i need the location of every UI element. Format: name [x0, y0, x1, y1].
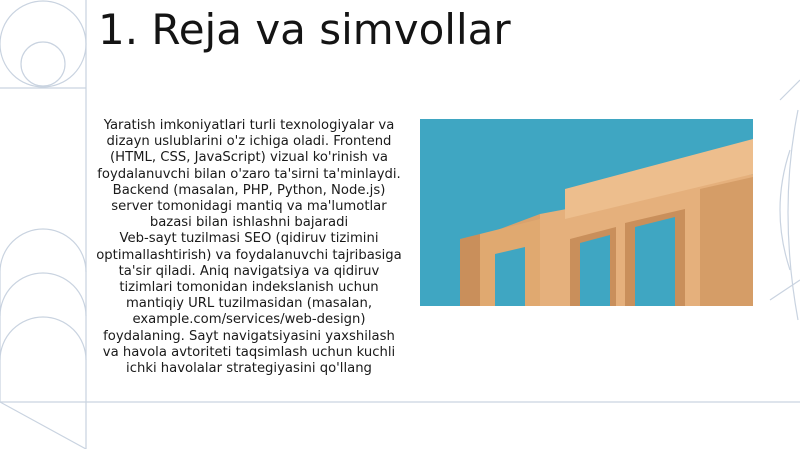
paragraph-structure: Veb-sayt tuzilmasi SEO (qidiruv tizimini optimallashtirish) va foydalanuvchi tajribasiga ta'sir qiladi. Aniq navigatsiya va qidiruv tizimlari tomonidan indekslanish uchun mantiqiy URL tuzilmasidan (masalan, example.com/services/web-design) foydalaning. Sayt navigatsiyasini yaxshilash va havola avtoriteti taqsimlash uchun kuchli ichki havolalar strategiyasini qo'llang: [96, 231, 402, 377]
slide-body: [96, 118, 402, 377]
paragraph-technologies: Yaratish imkoniyatlari turli texnologiyalar va dizayn uslublarini o'z ichiga oladi. Frontend (HTML, CSS, JavaScript) vizual ko'rinish va foydalanuvchi bilan o'zaro ta'sirni ta'minlaydi. Backend (masalan, PHP, Python, Node.js) server tomonidagi mantiq va ma'lumotlar bazasi bilan ishlashni bajaradi: [97, 118, 401, 231]
architectural-arches-photo: [420, 119, 753, 306]
slide-title: 1. Reja va simvollar: [98, 5, 511, 54]
